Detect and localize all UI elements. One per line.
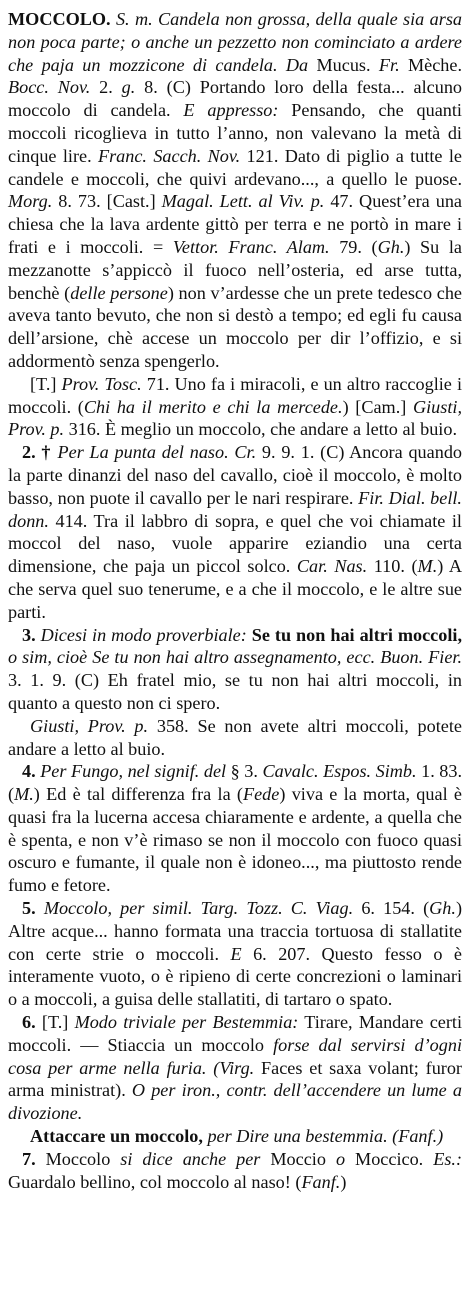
entry-paragraph-p2	[8, 441, 462, 623]
entry-paragraph-p5	[8, 760, 462, 897]
entry-paragraph-p8	[8, 1125, 462, 1148]
entry-text-run: Mèche.	[399, 54, 463, 75]
entry-text-run: Chi ha il merito e chi la mercede.	[83, 396, 343, 417]
entry-text-run: Gh.	[429, 898, 456, 919]
entry-text-run: Car. Nas.	[296, 556, 368, 577]
entry-paragraph-p3	[8, 624, 462, 715]
entry-text-run: Attaccare un moccolo,	[30, 1126, 203, 1147]
entry-text-run: per Dire una bestemmia. (Fanf.)	[207, 1126, 444, 1147]
entry-text-run: Prov. Tosc.	[61, 373, 142, 394]
entry-text-run: 358. Se non avete altri moccoli, potete andare a letto al buio.	[8, 715, 462, 759]
entry-text-run: forse dal servirsi d’ogni cosa per arme nella furia. (Virg.	[8, 1034, 462, 1078]
entry-text-run: 9. 9. 1. (C) Ancora quando la parte dinanzi del naso del cavallo, cioè il moccolo, è molto basso, non puote il cavallo per le nari respirare.	[8, 442, 463, 508]
entry-text-run: 4.	[22, 761, 41, 782]
entry-text-run: Per Fungo, nel signif. del	[40, 761, 227, 782]
entry-text-run: Vettor. Franc. Alam.	[172, 236, 330, 257]
entry-text-run: 71. Uno fa i miracoli, e un altro raccoglie i moccoli. (	[8, 373, 462, 417]
entry-text-run: Cavalc. Espos. Simb.	[262, 761, 417, 782]
entry-paragraph-p1	[8, 373, 462, 441]
entry-text-run: ) non v’ardesse che un prete tedesco che aveva tanto bevuto, che non si destò a tempo; ed egli fu causa dell’arsione, chè accese un moccolo per dir l’offizio, e si addormentò senza spengerlo.	[8, 282, 462, 371]
entry-text-run: Mucus.	[308, 54, 379, 75]
entry-text-run: 8. (C) Portando loro della festa... alcuno moccolo di candela.	[8, 77, 463, 121]
entry-text-run: 6.	[22, 1012, 42, 1033]
entry-text-run: 110. (	[367, 556, 418, 577]
entry-text-run: M.	[417, 556, 438, 577]
entry-text-run: 121. Dato di piglio a tutte le candele e moccoli, che quivi ardevano..., a quello le puose.	[8, 145, 462, 189]
entry-text-run: delle persone	[70, 282, 168, 303]
entry-text-run: O per iron., contr. dell’accendere un lume a divozione.	[8, 1080, 463, 1124]
entry-text-run: 6. 154. (	[353, 898, 430, 919]
entry-text-run: Fede	[243, 784, 280, 805]
entry-text-run: Faces et saxa volant; furor arma ministrat).	[8, 1057, 462, 1101]
entry-text-run: Moccio	[260, 1148, 336, 1169]
entry-text-run: 5.	[22, 898, 44, 919]
entry-text-run: Per La punta del naso. Cr.	[57, 442, 257, 463]
entry-text-run: Morg.	[8, 191, 53, 212]
entry-paragraph-p6	[8, 897, 462, 1011]
entry-text-run: ) Altre acque... hanno formata una traccia tortuosa di stallatite con certe strie o moccoli.	[8, 898, 463, 964]
entry-text-run: Fanf.	[301, 1171, 341, 1192]
entry-text-run: g.	[121, 77, 136, 98]
entry-text-run: E appresso:	[183, 100, 279, 121]
entry-text-run: S. m. Candela non grossa, della quale sia arsa non poca parte; o anche un pezzetto non cominciato a ardere che paja un mozzicone di candela. Da	[8, 9, 462, 75]
entry-text-run: o	[335, 1148, 346, 1169]
entry-text-run: [T.]	[41, 1012, 75, 1033]
entry-paragraph-p7	[8, 1011, 462, 1125]
entry-text-run: o sim, cioè Se tu non hai altro assegnamento, ecc. Buon. Fier.	[8, 647, 462, 668]
entry-text-run: E	[230, 943, 242, 964]
entry-paragraph-p4	[8, 715, 462, 761]
entry-text-run: 1. 83. (	[8, 761, 463, 805]
entry-text-run: Moccolo, per simil. Targ. Tozz. C. Viag.	[43, 898, 354, 919]
entry-text-run: 2. †	[22, 442, 58, 463]
entry-text-run: ) viva e la morta, qual è quasi fra la lucerna accesa chiaramente e ardente, a quella che è spenta, e non v’è rimaso se non il moccolo con fuoco quasi oscuro e fumante, il quale non è idoneo..., ma piuttosto rende fumo e fetore.	[8, 784, 462, 896]
entry-text-run: Es.:	[433, 1148, 463, 1169]
entry-text-run: Gh.	[377, 236, 405, 257]
entry-text-run: 3. 1. 9. (C) Eh fratel mio, se tu non hai altri moccoli, in quanto a questo non ci spero.	[8, 670, 462, 713]
entry-text-run: 47. Quest’era una chiesa che la lava ardente gittò per terra e ne portò in mare i frati e i moccoli. =	[8, 191, 462, 257]
entry-text-run: 6. 207. Questo fesso o è interamente vuoto, o è ripieno di certe concrezioni o laminari o a moccoli, a guisa delle stallatiti, di tartaro o spato.	[8, 943, 462, 1010]
entry-text-run: Modo triviale per Bestemmia:	[74, 1012, 299, 1033]
entry-text-run: )	[340, 1171, 347, 1192]
entry-text-run: ) Ed è tal differenza fra la (	[33, 784, 243, 805]
entry-text-run: MOCCOLO.	[8, 9, 111, 29]
entry-text-run: Giusti, Prov. p.	[30, 715, 149, 736]
entry-text-run: Moccolo	[45, 1148, 121, 1169]
entry-text-run: Se tu non hai altri moccoli,	[251, 624, 462, 645]
entry-text-run: Bocc. Nov.	[8, 77, 91, 98]
entry-text-run: 414. Tra il labbro di sopra, e quel che voi chiamate il moccol del naso, vuole apparire eziandio una certa dimensione, che paja un piccol solco.	[8, 510, 462, 577]
entry-text-run: Magal. Lett. al Viv. p.	[161, 191, 325, 212]
entry-text-run: ) Su la mezzanotte s’appiccò il fuoco nell’osteria, ed arse tutta, benchè (	[8, 236, 462, 303]
entry-text-run: M.	[14, 784, 34, 805]
entry-text-run: Fir. Dial. bell. donn.	[8, 487, 462, 531]
entry-text-run: Franc. Sacch. Nov.	[97, 145, 241, 166]
entry-text-run: si dice anche per	[120, 1148, 261, 1169]
entry-text-run: Tirare, Mandare certi moccoli. — Stiaccia un moccolo	[8, 1012, 463, 1055]
entry-text-run: 3.	[22, 624, 41, 645]
entry-text-run: Giusti, Prov. p.	[8, 396, 462, 440]
entry-text-run: 79. (	[329, 236, 378, 257]
dictionary-entry	[8, 8, 462, 1193]
entry-paragraph-p9	[8, 1148, 462, 1194]
entry-text-run: Guardalo bellino, col moccolo al naso! (	[8, 1171, 302, 1192]
entry-text-run: ) [Cam.]	[342, 396, 413, 417]
entry-text-run: [T.]	[30, 373, 62, 394]
entry-text-run: 2.	[90, 77, 122, 98]
entry-text-run: 7.	[22, 1148, 46, 1169]
entry-paragraph-p0	[8, 8, 462, 373]
entry-text-run: Pensando, che quanti moccoli ricoglieva in tutto l’anno, non valevano la metà di cinque lire.	[8, 100, 462, 166]
entry-text-run: Fr.	[378, 54, 400, 75]
entry-text-run: § 3.	[226, 761, 263, 782]
entry-text-run: 8. 73. [Cast.]	[52, 191, 162, 212]
entry-text-run: Dicesi in modo proverbiale:	[40, 624, 247, 645]
entry-text-run: Moccico.	[345, 1148, 434, 1169]
entry-text-run: 316. È meglio un moccolo, che andare a letto al buio.	[64, 419, 457, 440]
entry-text-run: ) A che serva quel suo tenerume, e a che il moccolo, e le altre sue parti.	[8, 556, 463, 622]
